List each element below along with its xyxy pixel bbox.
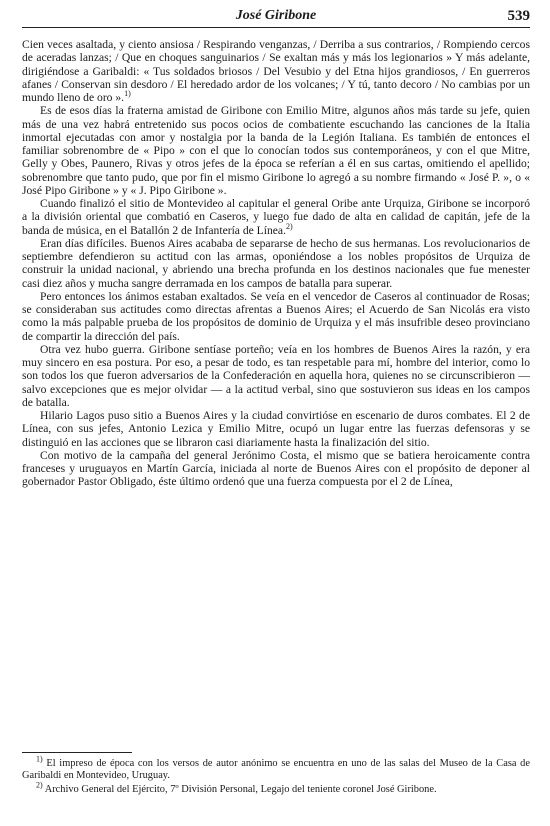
page-number: 539	[507, 8, 530, 24]
footnote: $^{1)}$ El impreso de época con los versos de autor anónimo se encuentra en uno de las salas del Museo de la Casa de Garibaldi en Montevideo, Uruguay.	[22, 754, 530, 782]
footnote-marker: 1)	[36, 754, 43, 764]
footnote-ref: 2)	[285, 221, 293, 231]
running-title: José Giribone	[235, 8, 317, 23]
paragraph: Cuando finalizó el sitio de Montevideo al capitular el general Oribe ante Urquiza, Giribone se incorporó a la división oriental que combatió en Caseros, y luego fue dado de alta en calidad de capitán, jefe de la banda de música, en el Batallón 2 de Infantería de Línea.$^{2)}$	[22, 197, 530, 237]
document-page	[22, 0, 530, 796]
paragraph: Hilario Lagos puso sitio a Buenos Aires y la ciudad convirtióse en escenario de duros combates. El 2 de Línea, con sus jefes, Antonio Lezica y Emilio Mitre, ocupó un lugar entre las fuerzas defensoras y se distinguió en las acciones que se libraron casi diariamente hasta la finalización del sitio.	[22, 409, 530, 449]
paragraph: Con motivo de la campaña del general Jerónimo Costa, el mismo que se batiera heroicamente contra franceses y uruguayos en Martín García, iniciada al norte de Buenos Aires con el propósito de deponer al gobernador Pastor Obligado, éste último ordenó que una fuerza compuesta por el 2 de Línea,	[22, 448, 530, 489]
footnotes	[22, 754, 530, 799]
body-text	[22, 38, 530, 489]
footnote-ref: 1)	[124, 89, 131, 99]
running-header	[22, 0, 530, 34]
footnote-marker: 2)	[36, 780, 43, 790]
paragraph: Cien veces asaltada, y ciento ansiosa / Respirando venganzas, / Derriba a sus contrarios, / Rompiendo cercos de aceradas lanzas; / Que en choques sanguinarios / Se exaltan más y más los legionarios » Y más adelante, dirigiéndose a Garibaldi: « Tus soldados briosos / Del Vesubio y del Etna hijos grandiosos, / En guerreros afanes / Conservan sin desdoro / El heredado ardor de los volcanes; / Y tú, tanto decoro / No cambias por un mundo lleno de oro ».$^{1)}$	[22, 38, 530, 104]
header-rule	[22, 27, 530, 28]
paragraph: Otra vez hubo guerra. Giribone sentíase porteño; veía en los hombres de Buenos Aires la razón, y era muy sincero en esa postura. Por eso, a pesar de todo, es tan respetable para mí, hombre del interior, como lo son todos los que fueron adversarios de la Confederación en aquella hora, quienes no se circunscribieron — salvo excepciones que es mejor olvidar — a la actitud verbal, sino que sostuvieron sus ideas en los campos de batalla.	[22, 342, 530, 409]
footnote-rule	[22, 752, 132, 753]
paragraph: Es de esos días la fraterna amistad de Giribone con Emilio Mitre, algunos años más tarde su jefe, quien más de una vez habrá entretenido sus pocos ocios de combatiente escuchando las canciones de la Italia inmortal ejecutadas con amor y nostalgia por la banda de la Legión Italiana. Es también de entonces el familiar sobrenombre de « Pipo » con el que lo conocían todos sus contemporáneos, y con el que Mitre, Gelly y Obes, Paunero, Rivas y otros jefes de la época se referían a él en sus cartas, omitiendo el apellido; sobrenombre que tanto pudo, que por fin el mismo Giribone lo agregó a su nombre firmando « José P. », o « José Pipo Giribone » y « J. Pipo Giribone ».	[22, 104, 530, 197]
paragraph: Pero entonces los ánimos estaban exaltados. Se veía en el vencedor de Caseros al continuador de Rosas; se consideraban sus actitudes como directas afrentas a Buenos Aires; el Acuerdo de San Nicolás era visto como la más palpable prueba de los propósitos de dominio de Urquiza y el más insufrible deseo provinciano de compartir la dirección del país.	[22, 289, 530, 343]
footnote: $^{2)}$ Archivo General del Ejército, 7º División Personal, Legajo del teniente coronel José Giribone.	[36, 780, 437, 796]
paragraph: Eran días difíciles. Buenos Aires acababa de separarse de hecho de sus hermanas. Los revolucionarios de septiembre defendieron su actitud con las armas, oponiéndose a los nobles propósitos de Urquiza de construir la unidad nacional, y abriendo una brecha profunda en los destinos nacionales que fue menester casi diez años y mucha sangre derramada en los campos de batalla para superar.	[22, 236, 530, 290]
